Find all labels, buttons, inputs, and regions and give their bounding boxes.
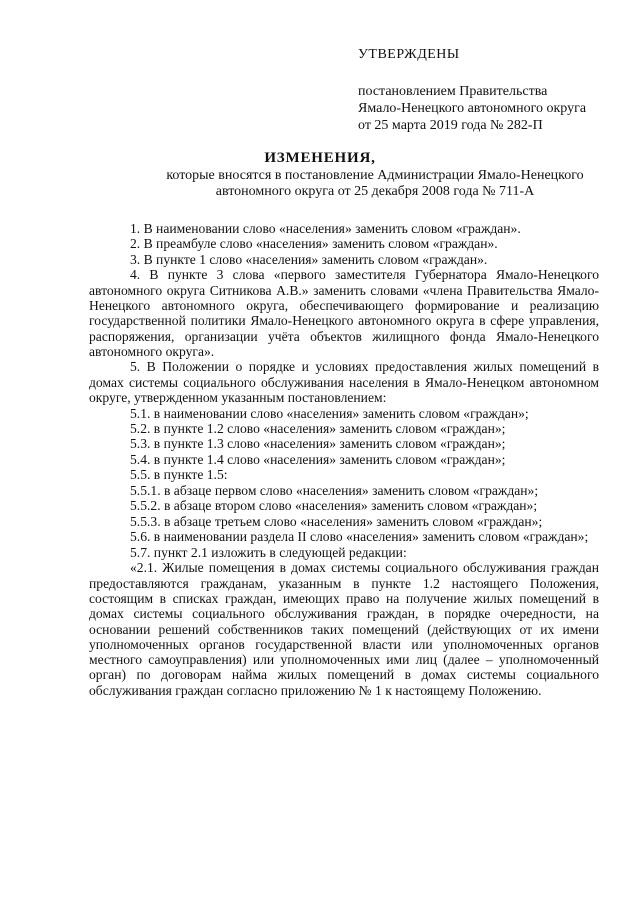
paragraph: 5.3. в пункте 1.3 слово «населения» заменить словом «граждан»; [130,436,506,452]
paragraph: 5.5.1. в абзаце первом слово «населения» заменить словом «граждан»; [130,482,539,498]
paragraph: 1. В наименовании слово «населения» заменить словом «граждан». [130,221,521,236]
paragraph: 5.4. в пункте 1.4 слово «населения» заменить словом «граждан»; [130,451,506,467]
paragraph: 5.2. в пункте 1.2 слово «населения» заменить словом «граждан»; [130,420,506,436]
approval-stamp [358,46,586,134]
paragraph: 5.5.3. в абзаце третьем слово «населения» заменить словом «граждан»; [130,513,543,529]
approval-line: постановлением Правительства [358,84,548,99]
paragraph: 5. В Положении о порядке и условиях предоставления жилых помещений в домах системы социального обслуживания населения в Ямало-Ненецком автономном округе, утвержденном указанным постановлением: [89,359,599,406]
document-subtitle: которые вносятся в постановление Администрации Ямало-Ненецкого автономного округа от 25 декабря 2008 года № 711-А [166,168,584,199]
paragraph: 3. В пункте 1 слово «населения» заменить словом «граждан». [130,251,488,267]
paragraph: 5.1. в наименовании слово «населения» заменить словом «граждан»; [130,405,529,421]
paragraph: 2. В преамбуле слово «населения» заменить словом «граждан». [130,236,498,252]
paragraph: «2.1. Жилые помещения в домах системы социального обслуживания граждан предоставляются гражданам, указанным в пункте 1.2 настоящего Положения, состоящим в списках граждан, имеющих право на получение жилых помещений в домах системы социального обслуживания граждан, в порядке очередности, на основании решений собственников таких помещений (действующих от их имени уполномоченных органов государственной власти или уполномоченных органов местного самоуправления) или уполномоченных ими лиц (далее – уполномоченный орган) по договорам найма жилых помещений в домах системы социального обслуживания граждан согласно приложению № 1 к настоящему Положению. [89,560,599,698]
document-body [89,221,599,698]
paragraph: 5.5.2. в абзаце втором слово «населения» заменить словом «граждан»; [130,498,538,514]
document-title: ИЗМЕНЕНИЯ, [264,150,376,166]
paragraph: 5.5. в пункте 1.5: [130,467,228,483]
paragraph: 4. В пункте 3 слова «первого заместителя Губернатора Ямало-Ненецкого автономного округа Ситникова А.В.» заменить словами «члена Правительства Ямало-Ненецкого автономного округа, обеспечивающего формирование и реализацию государственной политики Ямало-Ненецкого автономного округа в сфере управления, распоряжения, организации учёта объектов жилищного фонда Ямало-Ненецкого автономного округа». [89,267,599,359]
paragraph: 5.7. пункт 2.1 изложить в следующей редакции: [130,544,407,560]
paragraph: 5.6. в наименовании раздела II слово «населения» заменить словом «граждан»; [130,529,589,545]
approval-heading: УТВЕРЖДЕНЫ [358,47,460,62]
approval-line: Ямало-Ненецкого автономного округа [358,101,587,116]
approval-line: от 25 марта 2019 года № 282-П [358,118,543,133]
